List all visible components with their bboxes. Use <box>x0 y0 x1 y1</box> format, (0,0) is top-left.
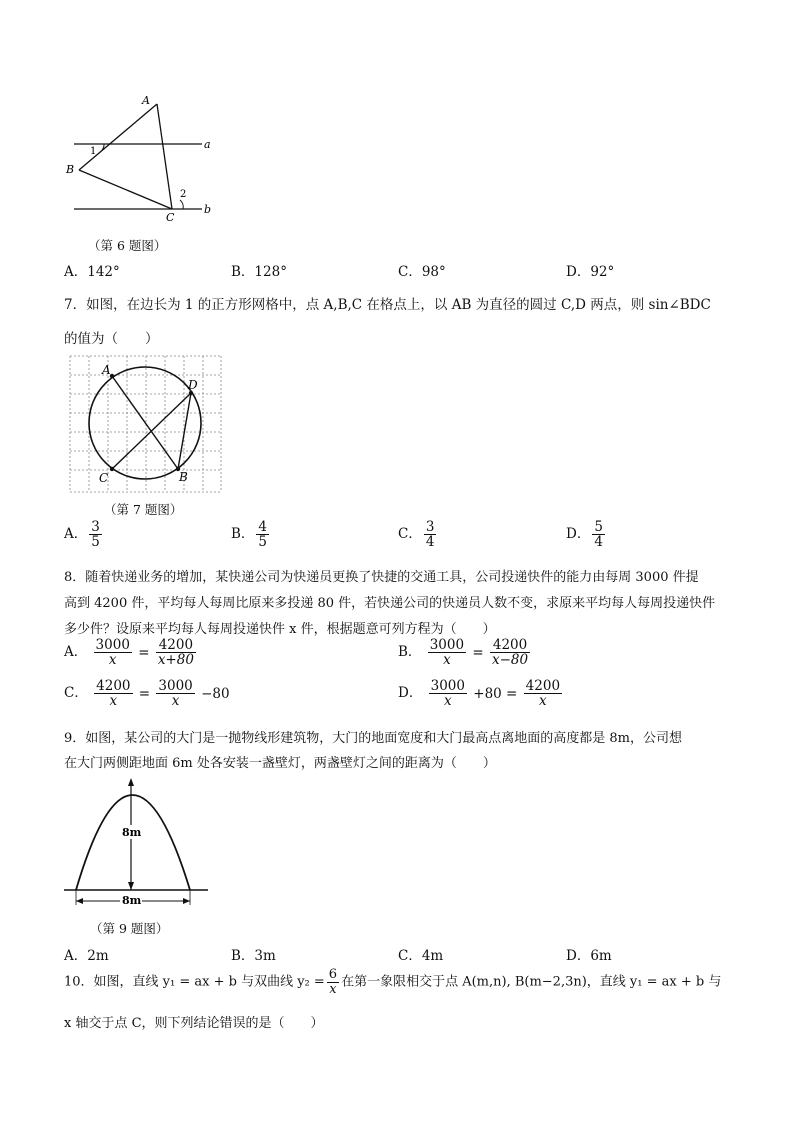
q7-label-A: A <box>102 363 111 377</box>
q7-label-B: B <box>179 470 188 484</box>
q6-label-B: B <box>66 163 75 176</box>
q8-option-c[interactable]: C． $\frac{4200}{x}$ = $\frac{3000}{x}$ −80 <box>64 678 230 710</box>
q6-label-b: b <box>204 203 212 216</box>
q8-question-line2: 高到 4200 件，平均每人每周比原来多投递 80 件，若快递公司的快递员人数不变，求原来平均每人每周投递快件 <box>64 596 716 611</box>
q7-option-b[interactable]: B． $\frac{4}{5}$ <box>231 519 268 551</box>
q8-option-a[interactable]: A． $\frac{3000}{x}$ = $\frac{4200}{x+80}$ <box>64 637 194 669</box>
q6-label-2: 2 <box>180 189 187 200</box>
q6-label-1: 1 <box>90 146 97 157</box>
q10-question-line1: 10．如图，直线 y₁ = ax + b 与双曲线 y₂ = $\frac{6}{x}$ 在第一象限相交于点 A(m,n), B(m−2,3n)，直线 y₁ = ax + b 与 <box>64 967 722 997</box>
q7-option-c[interactable]: C． $\frac{3}{4}$ <box>398 519 435 551</box>
q9-figure <box>62 772 212 910</box>
q9-option-a[interactable]: A．2m <box>64 948 109 964</box>
q9-option-b[interactable]: B．3m <box>231 948 276 964</box>
q7-option-a[interactable]: A． $\frac{3}{5}$ <box>64 519 100 551</box>
q7-question-line1: 7．如图，在边长为 1 的正方形网格中，点 A,B,C 在格点上，以 AB 为直径的圆过 C,D 两点，则 sin∠BDC <box>64 297 711 313</box>
q8-question-line1: 8．随着快递业务的增加，某快递公司为快递员更换了快捷的交通工具，公司投递快件的能力由每周 3000 件提 <box>64 570 699 585</box>
q9-option-d[interactable]: D．6m <box>566 948 612 964</box>
q9-question-line2: 在大门两侧距地面 6m 处各安装一盏壁灯，两盏壁灯之间的距离为（ ） <box>64 756 496 771</box>
q8-option-b[interactable]: B． $\frac{3000}{x}$ = $\frac{4200}{x-80}$ <box>398 637 529 669</box>
q6-label-A: A <box>142 94 150 107</box>
q6-option-c[interactable]: C．98° <box>398 264 446 280</box>
q9-label-width: 8m <box>122 894 142 907</box>
q9-caption: （第 9 题图） <box>90 921 169 936</box>
q6-caption: （第 6 题图） <box>88 238 167 253</box>
q6-label-a: a <box>204 138 211 151</box>
q6-option-a[interactable]: A．142° <box>64 264 120 280</box>
q7-figure <box>66 352 226 498</box>
q9-option-c[interactable]: C．4m <box>398 948 444 964</box>
q7-label-C: C <box>99 471 109 485</box>
q7-option-d[interactable]: D． $\frac{5}{4}$ <box>566 519 603 551</box>
q6-option-b[interactable]: B．128° <box>231 264 287 280</box>
q6-figure <box>62 92 222 224</box>
q8-question-line3: 多少件？设原来平均每人每周投递快件 x 件，根据题意可列方程为（ ） <box>64 622 496 637</box>
q6-option-d[interactable]: D．92° <box>566 264 615 280</box>
q6-label-C: C <box>166 211 175 224</box>
q7-caption: （第 7 题图） <box>104 502 183 517</box>
q10-question-line2: x 轴交于点 C，则下列结论错误的是（ ） <box>64 1016 324 1031</box>
q8-option-d[interactable]: D． $\frac{3000}{x}$ +80 = $\frac{4200}{x}$ <box>398 678 561 710</box>
q7-label-D: D <box>188 378 198 392</box>
q9-label-height: 8m <box>122 826 142 839</box>
q9-question-line1: 9．如图，某公司的大门是一抛物线形建筑物，大门的地面宽度和大门最高点离地面的高度都是 8m，公司想 <box>64 731 683 746</box>
q7-question-line2: 的值为（ ） <box>64 331 159 347</box>
